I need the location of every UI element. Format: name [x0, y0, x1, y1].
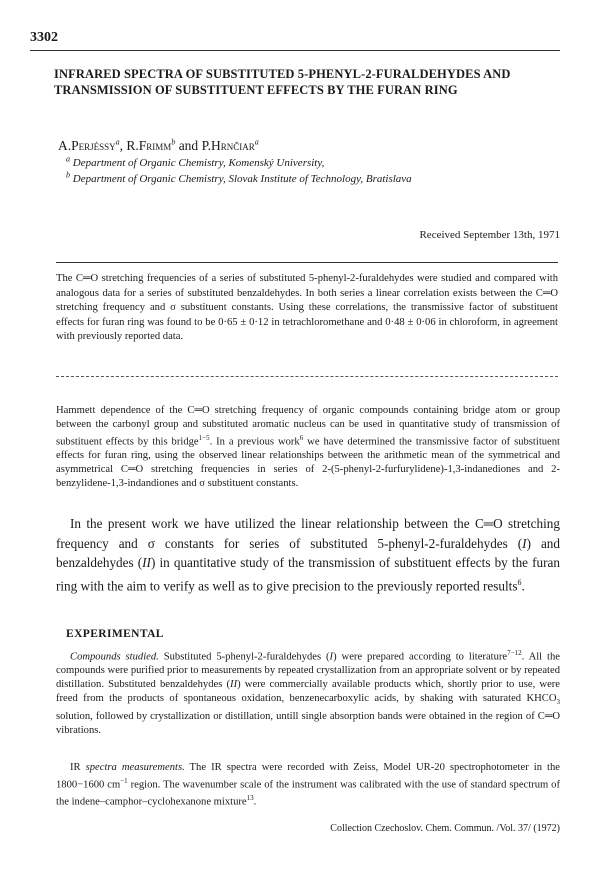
author-initial: A. [58, 138, 72, 153]
journal-footer: Collection Czechoslov. Chem. Commun. /Vol. 37/ (1972) [330, 823, 560, 834]
text-run: In the present work we have utilized the linear relationship between the C═O stretching frequency and σ constants for series of substituted 5-phenyl-2-furaldehydes ( [56, 516, 560, 551]
author-initial: R. [126, 138, 139, 153]
citation: 13 [246, 794, 254, 803]
affil-mark: a [66, 154, 70, 164]
author-name: Perjéssy [71, 138, 116, 153]
compound-label: I [329, 651, 334, 663]
header-rule [30, 50, 560, 51]
author-separator: , [119, 138, 127, 153]
subscript: 3 [556, 698, 560, 707]
compound-label: II [230, 679, 238, 691]
author-affil-mark: b [171, 137, 176, 147]
citation: 6 [299, 433, 304, 442]
text-run: ) and benzaldehydes ( [56, 535, 560, 571]
citation: 6 [517, 577, 522, 587]
abstract-top-rule [56, 262, 558, 263]
abstract: The C═O stretching frequencies of a series of substituted 5-phenyl-2-furaldehydes were studied and compared with analogous data for a series of substituted benzaldehydes. In both series a linear correlation exists between the C═O stretching frequency and σ substituent constants. Using these correlations, the transmissive factor of substituent effects for furan ring was found to be 0·65 ± 0·12 in tetrachloromethane and 0·48 ± 0·06 in chloroform, in agreement with previously reported data. [56, 273, 558, 343]
text-run: ) were prepared according to literature [333, 651, 508, 663]
citation: 7−12 [507, 649, 522, 657]
affiliation-a [66, 154, 325, 169]
author-separator: and [175, 138, 202, 153]
run-in-heading: Compounds studied. [70, 651, 159, 663]
author-name: Hrnčiar [210, 138, 255, 153]
author-affil-mark: a [115, 137, 120, 147]
intro-paragraph [56, 404, 560, 490]
text-run: region. The wavenumber scale of the instrument was calibrated with the use of standard spectrum of the indene–camphor–cyclohexanone mixture [56, 779, 560, 808]
compound-label: I [522, 535, 527, 551]
run-in-heading: spectra measurements. [80, 762, 185, 773]
text-run: ) in quantitative study of the transmission of substituent effects by the furan ring with the aim to verify as well as to give precision to the previously reported results [56, 555, 560, 594]
text-run: Substituted 5-phenyl-2-furaldehydes ( [158, 651, 330, 663]
article-title: INFRARED SPECTRA OF SUBSTITUTED 5-PHENYL-2-FURALDEHYDES AND TRANSMISSION OF SUBSTITUENT EFFECTS BY THE FURAN RING [54, 67, 511, 97]
superscript: −1 [120, 776, 128, 785]
text-run: ) were commercially available products which, shortly prior to use, were freed from the products of spontaneous oxidation, benzenecarboxylic acids, by shaking with saturated KHCO [56, 679, 561, 704]
text-run: Hammett dependence of the C═O stretching frequency of organic compounds containing bridge atom or group between the carbonyl group and substituted aromatic nucleus can be used in quantitative study of transmission of substituent effects by this bridge [56, 405, 560, 448]
author-initial: P. [201, 138, 211, 153]
text-run: The IR spectra were recorded with Zeiss, Model UR-20 spectrophotometer in the 1800−1600 cm [56, 762, 560, 791]
text-run: . In a previous work [209, 436, 300, 448]
affil-mark: b [66, 170, 70, 180]
author-affil-mark: a [254, 137, 259, 147]
affil-text: Department of Organic Chemistry, Komenský University, [72, 157, 325, 169]
affil-text: Department of Organic Chemistry, Slovak Institute of Technology, Bratislava [72, 173, 412, 185]
affiliation-b [66, 170, 412, 185]
text-run: . [253, 796, 257, 808]
page-number: 3302 [30, 30, 58, 45]
abstract-bottom-rule [56, 376, 558, 377]
text-run: . All the compounds were purified prior to measurements by repeated crystallization from an appropriate solvent or by repeated distillation. Substituted benzaldehydes ( [56, 651, 560, 691]
received-date: Received September 13th, 1971 [419, 229, 560, 241]
author-name: Frimm [138, 138, 172, 153]
section-heading: EXPERIMENTAL [66, 628, 164, 640]
ir-paragraph [56, 761, 560, 809]
text-run: solution, followed by crystallization or distillation, untill single absorption bands were obtained in the region of C═O vibrations. [56, 710, 560, 736]
author-line [58, 138, 259, 154]
compounds-paragraph [56, 647, 560, 737]
citation: 1−5 [198, 433, 210, 442]
compound-label: II [142, 555, 151, 571]
run-in-heading: IR [70, 762, 81, 773]
text-run: . [521, 578, 525, 594]
present-work-paragraph [56, 514, 560, 596]
text-run: we have determined the transmissive factor of substituent effects for furan ring, using the observed linear relationships between the arithmetic mean of the symmetrical and asymmetrical C═O stretching frequencies in series of 2-(5-phenyl-2-furfurylidene)-1,3-indanediones and 2-benzylidene-1,3-indandiones and σ substituent constants. [56, 436, 560, 489]
